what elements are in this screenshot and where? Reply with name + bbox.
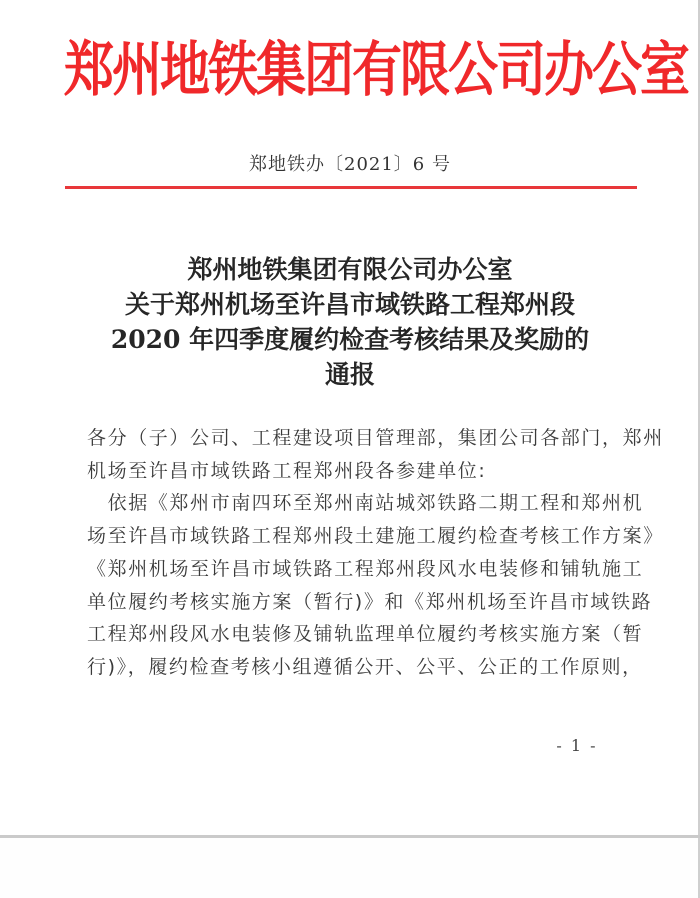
title-line: 关于郑州机场至许昌市域铁路工程郑州段 [124, 290, 575, 319]
red-divider-rule [65, 186, 637, 189]
title-line: 通报 [324, 360, 375, 389]
body-line: 单位履约考核实施方案（暂行)》和《郑州机场至许昌市域铁路 [87, 590, 653, 613]
body-line: 工程郑州段风水电装修及铺轨监理单位履约考核实施方案（暂 [87, 623, 644, 646]
body-line: 依据《郑州市南四环至郑州南站城郊铁路二期工程和郑州机 [87, 492, 644, 515]
body-line-addressee: 机场至许昌市域铁路工程郑州段各参建单位: [87, 459, 487, 482]
title-line: 2020 年四季度履约检查考核结果及奖励的 [110, 325, 590, 354]
next-page-top [0, 838, 700, 898]
document-title [0, 252, 700, 392]
masthead-org-name: 郑州地铁集团有限公司办公室 [64, 34, 688, 105]
page-number: - 1 - [556, 736, 598, 755]
document-number: 郑地铁办〔2021〕6 号 [249, 154, 451, 175]
body-line: 《郑州机场至许昌市域铁路工程郑州段风水电装修和铺轨施工 [87, 557, 644, 580]
body-line: 场至许昌市域铁路工程郑州段土建施工履约检查考核工作方案》 [87, 525, 664, 548]
title-line: 郑州地铁集团有限公司办公室 [187, 255, 513, 284]
body-line-addressee: 各分（子）公司、工程建设项目管理部，集团公司各部门，郑州 [87, 427, 664, 449]
body-line: 行)》，履约检查考核小组遵循公开、公平、公正的工作原则， [87, 655, 643, 678]
document-body [87, 422, 664, 684]
